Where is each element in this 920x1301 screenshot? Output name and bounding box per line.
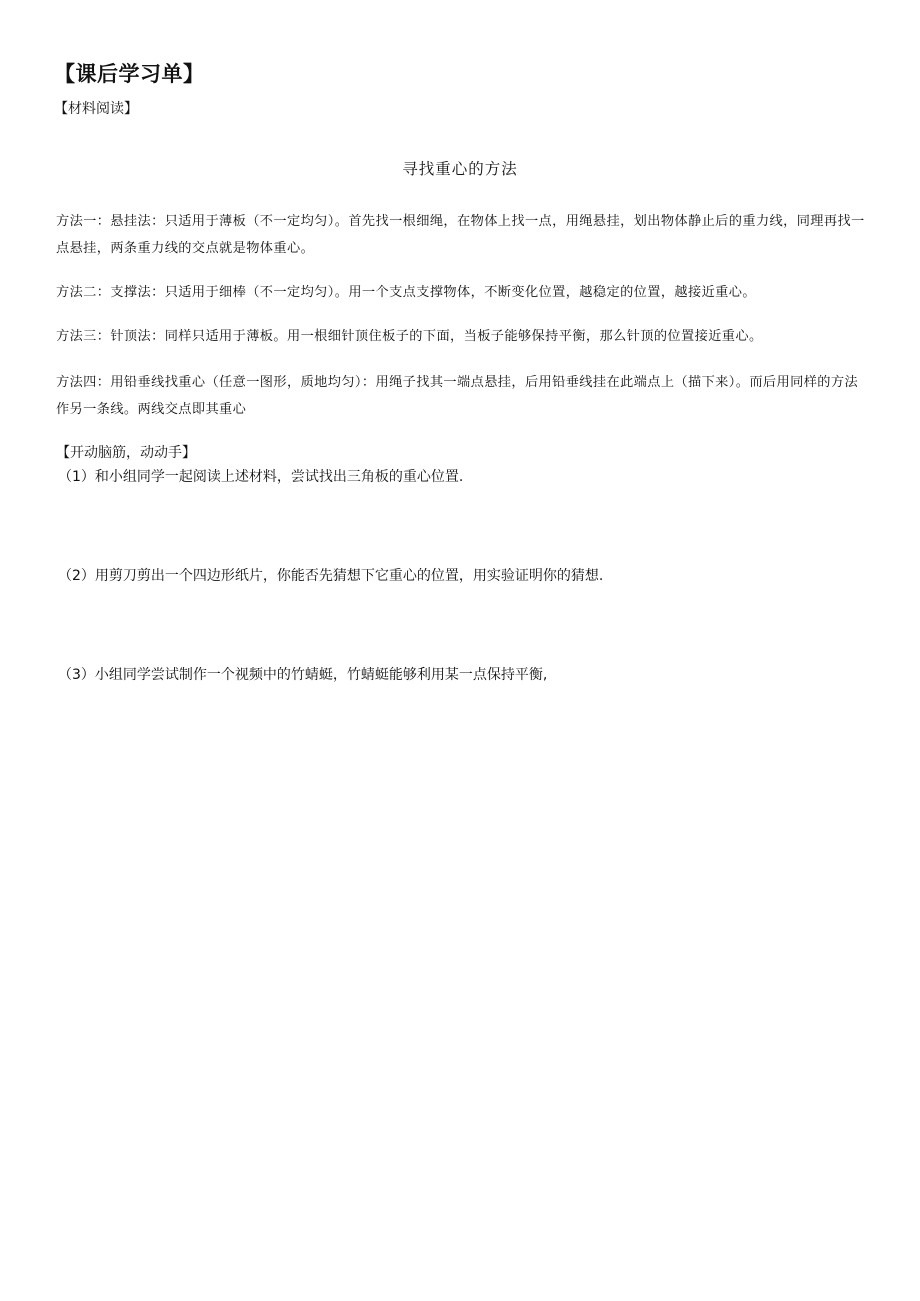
activity-section-label: 【开动脑筋，动动手】 bbox=[56, 445, 196, 461]
task-item: （1）和小组同学一起阅读上述材料，尝试找出三角板的重心位置. bbox=[58, 469, 464, 485]
method-plumb-line: 方法四：用铅垂线找重心（任意一图形，质地均匀）：用绳子找其一端点悬挂，后用铅垂线挂在此端点上（描下来）。而后用同样的方法作另一条线。两线交点即其重心 bbox=[56, 375, 859, 417]
task-item: （3）小组同学尝试制作一个视频中的竹蜻蜓，竹蜻蜓能够利用某一点保持平衡, bbox=[58, 667, 548, 683]
task-item: （2）用剪刀剪出一个四边形纸片，你能否先猜想下它重心的位置，用实验证明你的猜想. bbox=[58, 568, 604, 584]
reading-title: 寻找重心的方法 bbox=[402, 160, 518, 178]
method-needle: 方法三：针顶法：同样只适用于薄板。用一根细针顶住板子的下面，当板子能够保持平衡，那么针顶的位置接近重心。 bbox=[56, 329, 763, 344]
worksheet-title: 【课后学习单】 bbox=[54, 62, 205, 86]
reading-section-label: 【材料阅读】 bbox=[54, 101, 138, 117]
method-hanging: 方法一：悬挂法：只适用于薄板（不一定均匀）。首先找一根细绳，在物体上找一点，用绳悬挂，划出物体静止后的重力线，同理再找一点悬挂，两条重力线的交点就是物体重心。 bbox=[56, 214, 865, 256]
method-support: 方法二：支撑法：只适用于细棒（不一定均匀）。用一个支点支撑物体，不断变化位置，越稳定的位置，越接近重心。 bbox=[56, 285, 756, 300]
